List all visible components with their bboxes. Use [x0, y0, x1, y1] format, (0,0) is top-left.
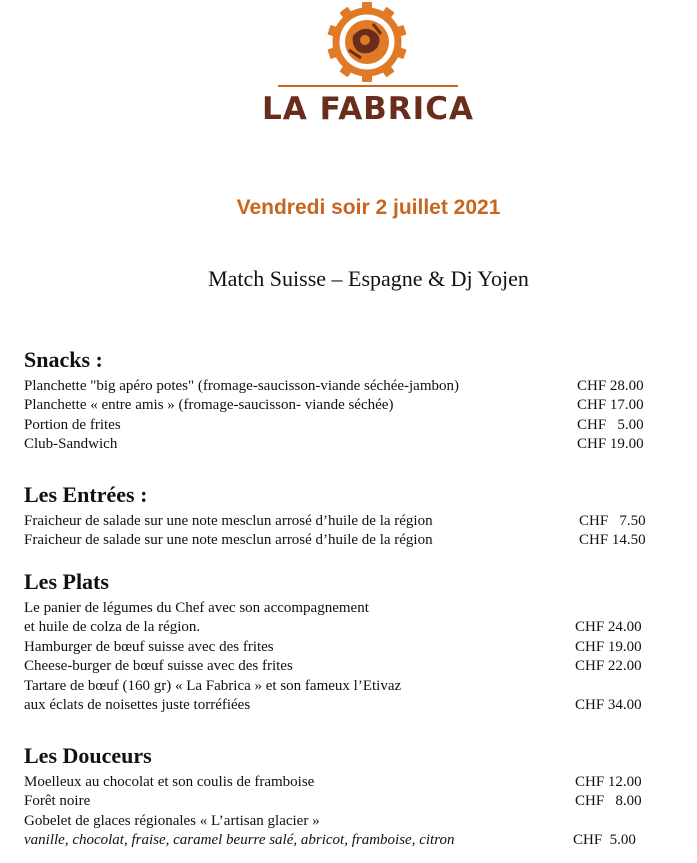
- section-plats: [24, 569, 664, 715]
- section-snacks: [24, 347, 664, 455]
- item-price: CHF 19.00: [575, 638, 642, 655]
- item-name: Cheese-burger de bœuf suisse avec des frites: [24, 658, 293, 675]
- section-title: Les Entrées :: [24, 482, 148, 507]
- item-name: Tartare de bœuf (160 gr) « La Fabrica » et son fameux l’Etivaz: [24, 677, 402, 694]
- menu-item: [24, 638, 664, 657]
- item-name: vanille, chocolat, fraise, caramel beurre salé, abricot, framboise, citron: [24, 832, 455, 849]
- logo-name: LA FABRICA: [262, 91, 474, 127]
- menu-item: [24, 812, 664, 831]
- menu-item: [24, 773, 664, 792]
- menu-item: [24, 531, 664, 550]
- item-price: CHF 7.50: [579, 513, 646, 529]
- item-name: Gobelet de glaces régionales « L’artisan glacier »: [24, 812, 320, 829]
- item-name: Moelleux au chocolat et son coulis de framboise: [24, 774, 315, 790]
- item-price: CHF 5.00: [577, 416, 644, 433]
- item-name: Fraicheur de salade sur une note mesclun arrosé d’huile de la région: [24, 532, 433, 549]
- menu-item: [24, 599, 664, 618]
- item-price: CHF 8.00: [575, 793, 642, 810]
- section-title: Les Douceurs: [24, 743, 152, 768]
- item-price: CHF 28.00: [577, 378, 644, 394]
- menu-item: [24, 396, 664, 415]
- item-name: Forêt noire: [24, 793, 91, 810]
- section-title: Snacks :: [24, 347, 103, 372]
- item-name: Portion de frites: [24, 416, 121, 433]
- item-name: Planchette « entre amis » (fromage-saucisson- viande séchée): [24, 397, 394, 414]
- menu-item: [24, 677, 664, 696]
- section-douceurs: [24, 743, 664, 851]
- section-title: Les Plats: [24, 569, 109, 594]
- item-price: CHF 34.00: [575, 696, 642, 713]
- item-name: aux éclats de noisettes juste torréfiées: [24, 696, 251, 713]
- item-name: Le panier de légumes du Chef avec son accompagnement: [24, 600, 369, 616]
- menu-item: [24, 618, 664, 637]
- menu-item: [24, 657, 664, 676]
- event-subtitle: Match Suisse – Espagne & Dj Yojen: [208, 266, 529, 291]
- section-entrees: [24, 482, 664, 551]
- restaurant-logo: [0, 0, 697, 135]
- item-name: Club-Sandwich: [24, 436, 118, 453]
- menu-item: [24, 377, 664, 396]
- item-name: et huile de colza de la région.: [24, 619, 201, 636]
- menu-item: [24, 512, 664, 531]
- item-name: Hamburger de bœuf suisse avec des frites: [24, 638, 274, 655]
- gear-logo-icon: [0, 0, 697, 135]
- item-name: Fraicheur de salade sur une note mesclun arrosé d’huile de la région: [24, 513, 433, 529]
- menu-item: [24, 792, 664, 811]
- menu-item: [24, 416, 664, 435]
- item-price: CHF 12.00: [575, 774, 642, 790]
- item-price: CHF 14.50: [579, 532, 646, 549]
- item-name: Planchette "big apéro potes" (fromage-saucisson-viande séchée-jambon): [24, 378, 459, 394]
- item-price: CHF 5.00: [573, 832, 636, 849]
- item-price: CHF 24.00: [575, 619, 642, 636]
- event-date: Vendredi soir 2 juillet 2021: [236, 196, 501, 219]
- item-price: CHF 22.00: [575, 658, 642, 675]
- item-price: CHF 19.00: [577, 436, 644, 453]
- menu-item: [24, 435, 664, 454]
- menu-item: [24, 831, 664, 850]
- item-price: CHF 17.00: [577, 397, 644, 414]
- menu-item: [24, 696, 664, 715]
